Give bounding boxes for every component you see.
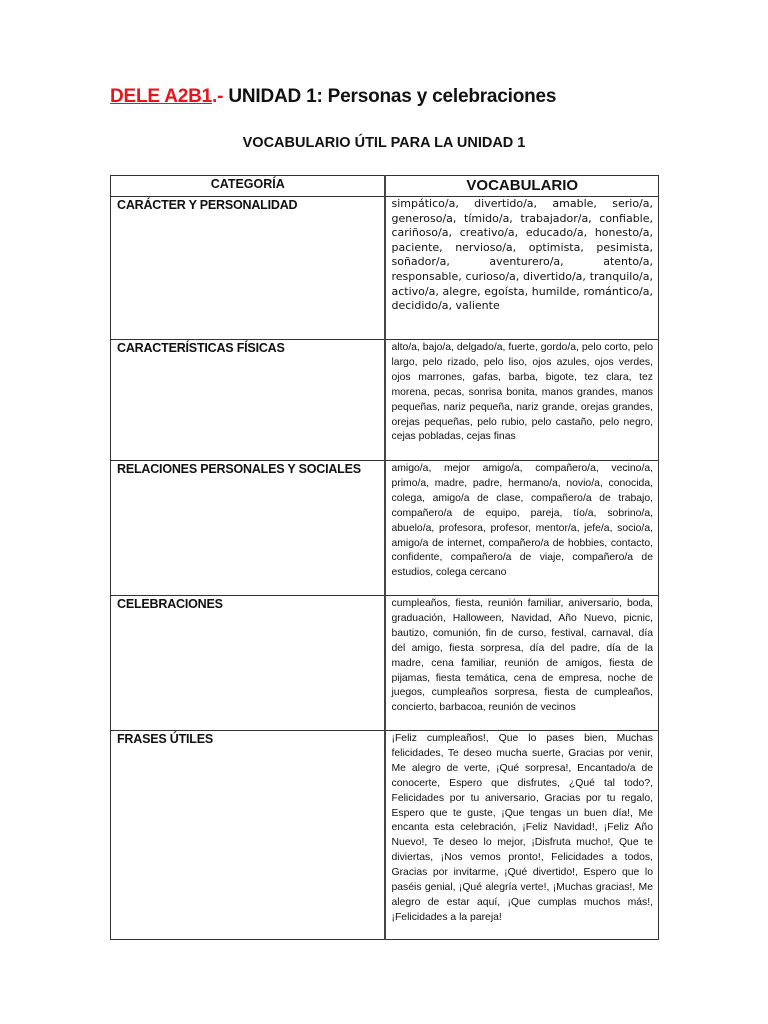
vocabulary-cell: amigo/a, mejor amigo/a, compañero/a, vecino/a, primo/a, madre, padre, hermano/a, novio/a, conocida, colega, amigo/a de clase, compañero/a de trabajo, compañero/a de equipo, pareja, tío/a, sobrino/a, abuelo/a, profesora, profesor, mentor/a, jefe/a, socio/a, amigo/a de internet, compañero/a de hobbies, contacto, confidente, compañero/a de viaje, compañero/a de estudios, colega cercano — [385, 461, 659, 596]
category-cell: CARACTERÍSTICAS FÍSICAS — [111, 340, 385, 461]
category-cell: CELEBRACIONES — [111, 596, 385, 731]
title-separator: .- — [212, 86, 224, 107]
vocabulary-cell: alto/a, bajo/a, delgado/a, fuerte, gordo/a, pelo corto, pelo largo, pelo rizado, pelo liso, ojos azules, ojos verdes, ojos marrones, gafas, barba, bigote, tez clara, tez morena, pecas, sonrisa bonita, manos grandes, manos pequeñas, nariz pequeña, nariz grande, orejas grandes, orejas pequeñas, pelo rubio, pelo castaño, pelo negro, cejas pobladas, cejas finas — [385, 340, 659, 461]
category-cell: CARÁCTER Y PERSONALIDAD — [111, 197, 385, 340]
column-header-vocabulary: VOCABULARIO — [385, 176, 659, 197]
table-row — [111, 731, 659, 940]
subtitle-text: VOCABULARIO ÚTIL PARA LA UNIDAD 1 — [242, 135, 526, 151]
table-row — [111, 461, 659, 596]
document-title — [110, 86, 556, 108]
section-subtitle — [0, 135, 768, 151]
unit-title: UNIDAD 1: Personas y celebraciones — [223, 86, 557, 107]
table-row — [111, 340, 659, 461]
vocabulary-cell: cumpleaños, fiesta, reunión familiar, aniversario, boda, graduación, Halloween, Navidad, Año Nuevo, picnic, bautizo, comunión, fin de curso, festival, carnaval, día del amigo, fiesta sorpresa, día del padre, día de la madre, cena familiar, reunión de amigos, fiesta de pijamas, fiesta temática, cena de empresa, noche de juegos, cumpleaños sorpresa, fiesta de cumpleaños, concierto, barbacoa, reunión de vecinos — [385, 596, 659, 731]
category-cell: FRASES ÚTILES — [111, 731, 385, 940]
exam-code: DELE A2B1 — [110, 86, 213, 107]
table-row — [111, 197, 659, 340]
vocabulary-cell: ¡Feliz cumpleaños!, Que lo pases bien, Muchas felicidades, Te deseo mucha suerte, Gracias por venir, Me alegro de verte, ¡Qué sorpresa!, Encantado/a de conocerte, Espero que disfrutes, ¿Qué tal todo?, Felicidades por tu aniversario, Gracias por tu regalo, Espero que te guste, ¡Que tengas un buen día!, Me encanta esta celebración, ¡Feliz Navidad!, ¡Feliz Año Nuevo!, Te deseo lo mejor, ¡Disfruta mucho!, Que te diviertas, ¡Nos vemos pronto!, Felicidades a todos, Gracias por invitarme, ¡Qué divertido!, Espero que lo paséis genial, ¡Qué alegría verte!, ¡Muchas gracias!, Me alegro de estar aquí, ¡Que cumplas muchos más!, ¡Felicidades a la pareja! — [385, 731, 659, 940]
table-header-row — [111, 176, 659, 197]
vocabulary-table — [110, 175, 659, 940]
vocabulary-cell: simpático/a, divertido/a, amable, serio/a, generoso/a, tímido/a, trabajador/a, confiable, cariñoso/a, creativo/a, educado/a, honesto/a, paciente, nervioso/a, optimista, pesimista, soñador/a, aventurero/a, atento/a, responsable, curioso/a, divertido/a, tranquilo/a, activo/a, alegre, egoísta, humilde, romántico/a, decidido/a, valiente — [385, 197, 659, 340]
table-row — [111, 596, 659, 731]
column-header-category: CATEGORÍA — [111, 176, 385, 197]
category-cell: RELACIONES PERSONALES Y SOCIALES — [111, 461, 385, 596]
